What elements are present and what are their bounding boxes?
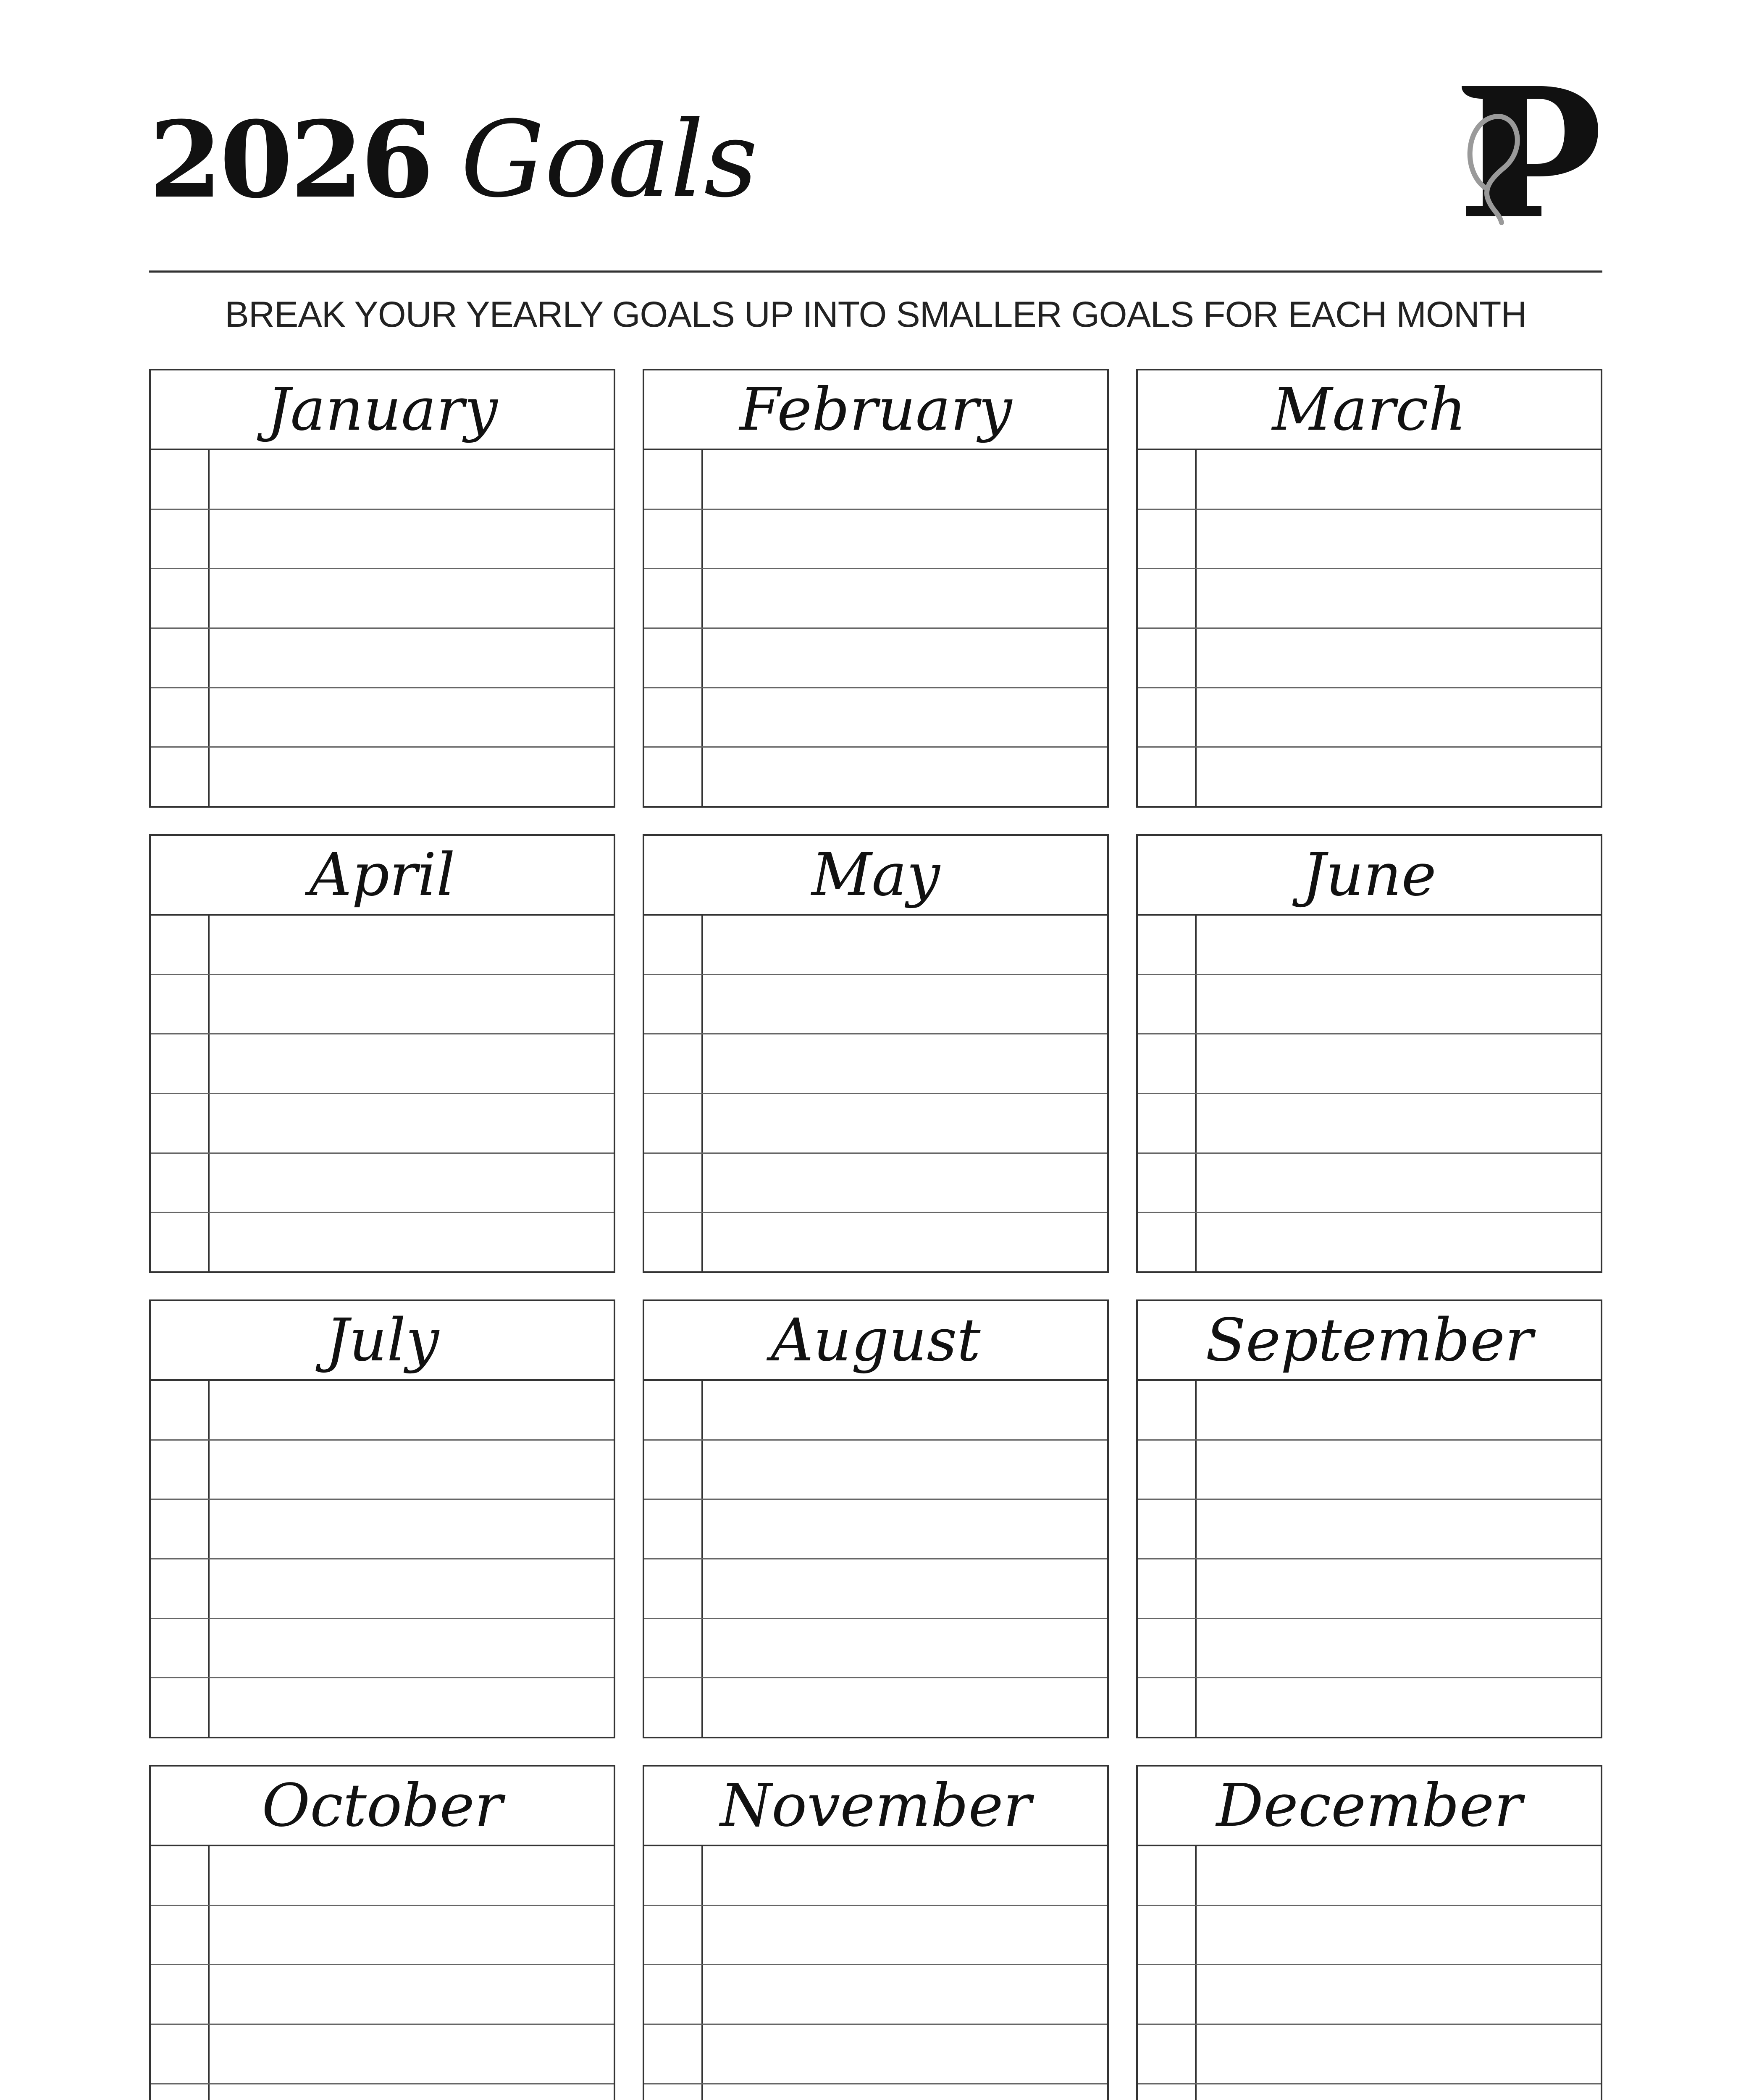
goal-row xyxy=(1138,1905,1601,1964)
goal-row xyxy=(644,1381,1107,1439)
goal-write-line[interactable] xyxy=(703,1846,1107,1905)
goal-list xyxy=(151,916,614,1271)
goal-write-line[interactable] xyxy=(703,450,1107,509)
goal-row xyxy=(644,2024,1107,2083)
goal-row xyxy=(1138,916,1601,974)
goal-write-line[interactable] xyxy=(1197,1094,1601,1152)
goal-checkbox[interactable] xyxy=(1138,748,1197,806)
goal-row xyxy=(644,1033,1107,1093)
month-title: July xyxy=(151,1301,614,1381)
goal-row xyxy=(1138,1677,1601,1737)
goal-row xyxy=(644,1212,1107,1271)
goal-checkbox[interactable] xyxy=(151,569,210,627)
goal-checkbox[interactable] xyxy=(1138,1559,1197,1618)
goal-write-line[interactable] xyxy=(1197,510,1601,568)
goal-checkbox[interactable] xyxy=(151,1213,210,1271)
goal-checkbox[interactable] xyxy=(151,1381,210,1439)
goal-row xyxy=(1138,2024,1601,2083)
goal-row xyxy=(151,450,614,509)
goal-write-line[interactable] xyxy=(1197,975,1601,1034)
page-title xyxy=(149,76,758,244)
goal-row xyxy=(644,1677,1107,1737)
goal-write-line[interactable] xyxy=(210,1846,614,1905)
goal-row xyxy=(644,509,1107,568)
goal-list xyxy=(1138,1846,1601,2100)
goal-checkbox[interactable] xyxy=(151,1094,210,1152)
goal-row xyxy=(1138,1439,1601,1499)
month-title: December xyxy=(1138,1767,1601,1846)
goal-row xyxy=(644,1152,1107,1212)
goal-write-line[interactable] xyxy=(210,1500,614,1558)
goal-row xyxy=(1138,746,1601,806)
goal-write-line[interactable] xyxy=(703,1381,1107,1439)
goal-checkbox[interactable] xyxy=(1138,1094,1197,1152)
month-card-january xyxy=(149,369,615,808)
goal-list xyxy=(1138,916,1601,1271)
goal-checkbox[interactable] xyxy=(1138,1034,1197,1093)
goal-row xyxy=(151,568,614,627)
goal-row xyxy=(151,1964,614,2024)
goal-checkbox[interactable] xyxy=(1138,569,1197,627)
month-title: November xyxy=(644,1767,1107,1846)
goal-write-line[interactable] xyxy=(210,1619,614,1677)
goal-checkbox[interactable] xyxy=(1138,1678,1197,1737)
month-title: February xyxy=(644,370,1107,450)
goal-write-line[interactable] xyxy=(1197,1154,1601,1212)
goal-list xyxy=(644,916,1107,1271)
title-word: Goals xyxy=(460,98,758,220)
month-card-october xyxy=(149,1765,615,2100)
goal-row xyxy=(644,1439,1107,1499)
month-title: January xyxy=(151,370,614,450)
goal-write-line[interactable] xyxy=(1197,916,1601,974)
goal-row xyxy=(644,1905,1107,1964)
goal-write-line[interactable] xyxy=(703,1906,1107,1964)
goal-write-line[interactable] xyxy=(210,1381,614,1439)
goal-checkbox[interactable] xyxy=(1138,1846,1197,1905)
brand-logo xyxy=(1436,63,1613,231)
goal-write-line[interactable] xyxy=(210,975,614,1034)
goal-checkbox[interactable] xyxy=(1138,2025,1197,2083)
goal-write-line[interactable] xyxy=(210,688,614,747)
goal-write-line[interactable] xyxy=(210,1213,614,1271)
goal-row xyxy=(151,916,614,974)
month-card-december xyxy=(1136,1765,1602,2100)
goal-checkbox[interactable] xyxy=(644,1678,703,1737)
goal-write-line[interactable] xyxy=(1197,450,1601,509)
goal-checkbox[interactable] xyxy=(644,1441,703,1499)
goal-write-line[interactable] xyxy=(210,450,614,509)
goal-checkbox[interactable] xyxy=(644,1619,703,1677)
month-title: September xyxy=(1138,1301,1601,1381)
goal-write-line[interactable] xyxy=(1197,748,1601,806)
goal-checkbox[interactable] xyxy=(1138,1381,1197,1439)
goal-row xyxy=(1138,1033,1601,1093)
goal-row xyxy=(151,1846,614,1905)
goal-row xyxy=(1138,509,1601,568)
goal-checkbox[interactable] xyxy=(151,1965,210,2024)
goal-row xyxy=(1138,1846,1601,1905)
month-title: May xyxy=(644,836,1107,916)
goal-checkbox[interactable] xyxy=(151,975,210,1034)
month-card-april xyxy=(149,834,615,1273)
goal-list xyxy=(644,1846,1107,2100)
header-divider xyxy=(149,270,1602,273)
goal-write-line[interactable] xyxy=(703,975,1107,1034)
goal-write-line[interactable] xyxy=(703,2025,1107,2083)
goal-write-line[interactable] xyxy=(210,1441,614,1499)
goal-row xyxy=(1138,1558,1601,1618)
goal-write-line[interactable] xyxy=(703,569,1107,627)
instructions-text: BREAK YOUR YEARLY GOALS UP INTO SMALLER GOALS FOR EACH MONTH xyxy=(225,294,1527,335)
goal-row xyxy=(1138,2083,1601,2100)
goal-write-line[interactable] xyxy=(210,748,614,806)
goal-row xyxy=(151,1618,614,1677)
goal-write-line[interactable] xyxy=(1197,2084,1601,2100)
goal-checkbox[interactable] xyxy=(644,569,703,627)
goal-row xyxy=(644,916,1107,974)
goal-checkbox[interactable] xyxy=(151,1619,210,1677)
goal-checkbox[interactable] xyxy=(644,748,703,806)
goal-checkbox[interactable] xyxy=(151,1559,210,1618)
goal-checkbox[interactable] xyxy=(644,629,703,687)
goal-row xyxy=(1138,1093,1601,1152)
goal-write-line[interactable] xyxy=(210,569,614,627)
goal-checkbox[interactable] xyxy=(644,1965,703,2024)
goal-row xyxy=(151,974,614,1034)
goal-write-line[interactable] xyxy=(1197,1441,1601,1499)
goal-checkbox[interactable] xyxy=(1138,629,1197,687)
goal-row xyxy=(151,687,614,747)
goal-row xyxy=(644,1846,1107,1905)
goal-row xyxy=(151,509,614,568)
goal-row xyxy=(644,450,1107,509)
goal-write-line[interactable] xyxy=(1197,1381,1601,1439)
goal-write-line[interactable] xyxy=(1197,1213,1601,1271)
goal-list xyxy=(151,1381,614,1737)
goal-write-line[interactable] xyxy=(1197,1500,1601,1558)
goal-row xyxy=(151,2024,614,2083)
goal-write-line[interactable] xyxy=(703,748,1107,806)
goal-row xyxy=(1138,687,1601,747)
goal-row xyxy=(151,1093,614,1152)
goal-checkbox[interactable] xyxy=(644,1500,703,1558)
goal-write-line[interactable] xyxy=(703,1559,1107,1618)
goal-write-line[interactable] xyxy=(1197,1906,1601,1964)
goal-row xyxy=(1138,450,1601,509)
month-card-july xyxy=(149,1299,615,1738)
goal-row xyxy=(644,1618,1107,1677)
goal-checkbox[interactable] xyxy=(151,1154,210,1212)
goal-write-line[interactable] xyxy=(210,2025,614,2083)
goal-write-line[interactable] xyxy=(1197,1559,1601,1618)
goal-write-line[interactable] xyxy=(703,1094,1107,1152)
goal-list xyxy=(644,1381,1107,1737)
goal-row xyxy=(1138,1499,1601,1558)
goal-checkbox[interactable] xyxy=(151,1846,210,1905)
goal-checkbox[interactable] xyxy=(151,2084,210,2100)
goal-row xyxy=(151,1558,614,1618)
month-title: August xyxy=(644,1301,1107,1381)
goal-checkbox[interactable] xyxy=(151,1906,210,1964)
goal-write-line[interactable] xyxy=(703,1619,1107,1677)
goal-checkbox[interactable] xyxy=(644,1034,703,1093)
goal-list xyxy=(151,450,614,806)
goal-row xyxy=(151,746,614,806)
goal-row xyxy=(1138,1152,1601,1212)
goal-checkbox[interactable] xyxy=(151,1500,210,1558)
goal-checkbox[interactable] xyxy=(151,688,210,747)
goal-row xyxy=(1138,627,1601,687)
goal-row xyxy=(644,974,1107,1034)
goal-checkbox[interactable] xyxy=(644,510,703,568)
goal-row xyxy=(644,746,1107,806)
goal-checkbox[interactable] xyxy=(1138,510,1197,568)
month-title: October xyxy=(151,1767,614,1846)
goal-write-line[interactable] xyxy=(210,1034,614,1093)
goal-list xyxy=(151,1846,614,2100)
goal-list xyxy=(644,450,1107,806)
goal-write-line[interactable] xyxy=(703,916,1107,974)
goal-row xyxy=(644,687,1107,747)
goal-write-line[interactable] xyxy=(1197,1846,1601,1905)
goal-write-line[interactable] xyxy=(703,1678,1107,1737)
goal-write-line[interactable] xyxy=(210,1965,614,2024)
goal-write-line[interactable] xyxy=(1197,1034,1601,1093)
goal-list xyxy=(1138,1381,1601,1737)
goal-write-line[interactable] xyxy=(210,510,614,568)
goal-write-line[interactable] xyxy=(1197,1619,1601,1677)
goal-write-line[interactable] xyxy=(1197,1678,1601,1737)
goal-row xyxy=(1138,974,1601,1034)
month-title: March xyxy=(1138,370,1601,450)
goal-checkbox[interactable] xyxy=(151,510,210,568)
goal-checkbox[interactable] xyxy=(1138,916,1197,974)
goal-write-line[interactable] xyxy=(703,1965,1107,2024)
goal-checkbox[interactable] xyxy=(1138,1965,1197,2024)
goal-write-line[interactable] xyxy=(703,1154,1107,1212)
month-card-august xyxy=(643,1299,1109,1738)
goal-checkbox[interactable] xyxy=(1138,975,1197,1034)
goal-checkbox[interactable] xyxy=(644,1213,703,1271)
goal-row xyxy=(151,1212,614,1271)
goal-checkbox[interactable] xyxy=(151,748,210,806)
goal-checkbox[interactable] xyxy=(151,1034,210,1093)
goal-row xyxy=(644,1499,1107,1558)
goal-checkbox[interactable] xyxy=(644,1906,703,1964)
goal-checkbox[interactable] xyxy=(644,916,703,974)
month-title: June xyxy=(1138,836,1601,916)
goal-row xyxy=(1138,1964,1601,2024)
goal-checkbox[interactable] xyxy=(1138,1154,1197,1212)
goal-checkbox[interactable] xyxy=(644,1846,703,1905)
goal-checkbox[interactable] xyxy=(151,916,210,974)
month-title: April xyxy=(151,836,614,916)
goal-write-line[interactable] xyxy=(1197,569,1601,627)
goal-checkbox[interactable] xyxy=(151,1441,210,1499)
goal-row xyxy=(151,1499,614,1558)
goal-checkbox[interactable] xyxy=(644,1094,703,1152)
goal-checkbox[interactable] xyxy=(1138,450,1197,509)
goal-row xyxy=(1138,1212,1601,1271)
month-card-march xyxy=(1136,369,1602,808)
month-card-february xyxy=(643,369,1109,808)
goal-write-line[interactable] xyxy=(210,1094,614,1152)
goal-row xyxy=(1138,568,1601,627)
month-card-may xyxy=(643,834,1109,1273)
goal-checkbox[interactable] xyxy=(1138,1213,1197,1271)
months-grid xyxy=(149,369,1602,2100)
goal-write-line[interactable] xyxy=(210,1678,614,1737)
goal-row xyxy=(1138,1381,1601,1439)
goal-checkbox[interactable] xyxy=(151,2025,210,2083)
goal-write-line[interactable] xyxy=(703,629,1107,687)
goal-row xyxy=(644,2083,1107,2100)
goal-row xyxy=(151,1033,614,1093)
logo-icon xyxy=(1436,63,1613,231)
goal-checkbox[interactable] xyxy=(151,1678,210,1737)
goal-checkbox[interactable] xyxy=(151,450,210,509)
goal-write-line[interactable] xyxy=(210,629,614,687)
goal-row xyxy=(151,627,614,687)
goal-checkbox[interactable] xyxy=(644,1381,703,1439)
goal-write-line[interactable] xyxy=(1197,629,1601,687)
goal-write-line[interactable] xyxy=(703,2084,1107,2100)
goal-checkbox[interactable] xyxy=(644,688,703,747)
goal-write-line[interactable] xyxy=(210,1559,614,1618)
goal-row xyxy=(644,1558,1107,1618)
goal-row xyxy=(151,2083,614,2100)
goal-row xyxy=(644,568,1107,627)
goal-checkbox[interactable] xyxy=(644,2025,703,2083)
goal-checkbox[interactable] xyxy=(1138,1619,1197,1677)
goal-row xyxy=(151,1381,614,1439)
goal-row xyxy=(151,1439,614,1499)
month-card-june xyxy=(1136,834,1602,1273)
goal-row xyxy=(151,1905,614,1964)
goal-row xyxy=(151,1677,614,1737)
goal-checkbox[interactable] xyxy=(644,1154,703,1212)
goal-row xyxy=(644,1093,1107,1152)
goal-checkbox[interactable] xyxy=(1138,1500,1197,1558)
goal-checkbox[interactable] xyxy=(644,1559,703,1618)
goal-checkbox[interactable] xyxy=(644,975,703,1034)
goal-write-line[interactable] xyxy=(210,1906,614,1964)
goal-write-line[interactable] xyxy=(210,2084,614,2100)
goal-write-line[interactable] xyxy=(703,510,1107,568)
goal-write-line[interactable] xyxy=(703,1441,1107,1499)
goal-checkbox[interactable] xyxy=(1138,1906,1197,1964)
goal-checkbox[interactable] xyxy=(1138,688,1197,747)
goal-row xyxy=(644,627,1107,687)
goal-row xyxy=(644,1964,1107,2024)
goal-write-line[interactable] xyxy=(210,1154,614,1212)
goal-write-line[interactable] xyxy=(703,1213,1107,1271)
goal-row xyxy=(151,1152,614,1212)
month-card-september xyxy=(1136,1299,1602,1738)
goal-checkbox[interactable] xyxy=(151,629,210,687)
month-card-november xyxy=(643,1765,1109,2100)
goal-write-line[interactable] xyxy=(703,1034,1107,1093)
goal-checkbox[interactable] xyxy=(644,2084,703,2100)
goal-list xyxy=(1138,450,1601,806)
goal-write-line[interactable] xyxy=(1197,688,1601,747)
goal-row xyxy=(1138,1618,1601,1677)
title-year: 2026 xyxy=(149,98,431,221)
goal-checkbox[interactable] xyxy=(1138,2084,1197,2100)
goal-write-line[interactable] xyxy=(1197,1965,1601,2024)
goal-write-line[interactable] xyxy=(1197,2025,1601,2083)
goal-write-line[interactable] xyxy=(703,688,1107,747)
goal-checkbox[interactable] xyxy=(644,450,703,509)
goal-checkbox[interactable] xyxy=(1138,1441,1197,1499)
goal-write-line[interactable] xyxy=(210,916,614,974)
goal-write-line[interactable] xyxy=(703,1500,1107,1558)
